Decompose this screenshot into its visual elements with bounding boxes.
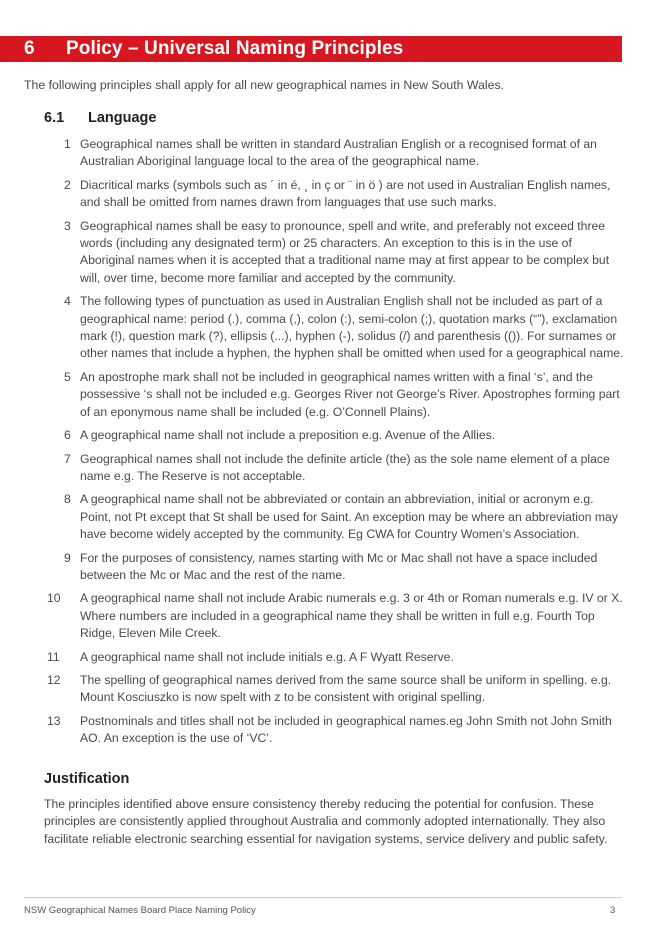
footer-title: NSW Geographical Names Board Place Naming Policy — [24, 905, 256, 916]
item-text: Postnominals and titles shall not be included in geographical names.eg John Smith not John Smith AO. An exception is the use of ‘VC’. — [80, 713, 612, 746]
item-number: 13 — [47, 713, 61, 728]
list-item — [44, 293, 624, 363]
section-banner — [0, 36, 622, 62]
item-number: 5 — [64, 369, 71, 384]
list-item — [44, 550, 624, 585]
list-item — [44, 713, 624, 748]
item-text: A geographical name shall not be abbreviated or contain an abbreviation, initial or acronym e.g. Point, not Pt except that St shall be used for Saint. An exception may be where an abbreviation may have become widely accepted by the community. Eg CWA for Country Women’s Association. — [80, 492, 618, 542]
item-text: Diacritical marks (symbols such as ´ in é, ¸ in ç or ¨ in ö ) are not used in Australian English names, and shall be omitted from names drawn from languages that use such marks. — [80, 177, 611, 210]
list-item — [44, 427, 624, 444]
list-item — [44, 136, 624, 171]
item-number: 11 — [47, 649, 60, 664]
item-number: 6 — [64, 428, 71, 443]
list-item — [44, 369, 624, 421]
item-number: 10 — [47, 591, 61, 606]
item-text: A geographical name shall not include initials e.g. A F Wyatt Reserve. — [80, 649, 454, 664]
list-item — [44, 218, 624, 288]
subsection-heading — [44, 110, 156, 126]
section-title: Policy – Universal Naming Principles — [66, 38, 404, 59]
item-number: 12 — [47, 672, 61, 687]
justification-paragraph: The principles identified above ensure consistency thereby reducing the potential for confusion. These principles are consistently applied throughout Australia and commonly adopted internationally. They also facilitate reliable electronic searching essential for navigation systems, service delivery and public safety. — [44, 797, 608, 846]
list-item — [44, 672, 624, 707]
footer-divider — [24, 897, 622, 898]
item-text: Geographical names shall be written in standard Australian English or a recognised format of an Australian Aboriginal language local to the area of the geographical name. — [80, 137, 597, 169]
item-text: For the purposes of consistency, names starting with Mc or Mac shall not have a space included between the Mc or Mac and the rest of the name. — [80, 550, 598, 582]
intro-paragraph: The following principles shall apply for all new geographical names in New South Wales. — [24, 78, 505, 92]
item-number: 2 — [64, 177, 71, 192]
item-text: The following types of punctuation as used in Australian English shall not be included as part of a geographical name: period (.), comma (,), colon (:), semi-colon (;), quotation marks (“”), exclamation mark (!), question mark (?), ellipsis (...), hyphen (-), solidus (/) and parenthesis (()). For surnames or other names that include a hyphen, the hyphen shall be omitted when used for a geographical name. — [80, 294, 624, 361]
item-number: 8 — [64, 492, 71, 507]
item-text: A geographical name shall not include a preposition e.g. Avenue of the Allies. — [80, 428, 496, 443]
item-text: A geographical name shall not include Arabic numerals e.g. 3 or 4th or Roman numerals e.g. IV or X. Where numbers are included in a geographical name they shall be written in full e.g. Fourth Top Ridge, Eleven Mile Creek. — [80, 591, 623, 641]
item-text: An apostrophe mark shall not be included in geographical names written with a final ‘s’, and the possessive ‘s shall not be included e.g. Georges River not George’s River. Apostrophes forming part of an eponymous name shall be included (e.g. O’Connell Plains). — [80, 369, 620, 419]
page-number: 3 — [610, 905, 616, 916]
list-item — [44, 649, 624, 666]
list-item — [44, 177, 624, 212]
item-number: 1 — [64, 137, 71, 151]
item-number: 7 — [64, 451, 71, 466]
item-number: 9 — [64, 550, 71, 565]
item-number: 3 — [64, 218, 71, 233]
list-item — [44, 590, 624, 642]
list-item — [44, 491, 624, 543]
list-item — [44, 451, 624, 486]
justification-heading: Justification — [44, 771, 130, 787]
principles-list — [44, 136, 624, 754]
item-text: Geographical names shall be easy to pronounce, spell and write, and preferably not exceed three words (including any designated term) or 25 characters. An exception to this is in the use of Aboriginal names when it is accepted that a traditional name may at first appear to be complex but will, over time, become more familiar and accepted by the community. — [80, 218, 610, 285]
item-text: Geographical names shall not include the definite article (the) as the sole name element of a place name e.g. The Reserve is not acceptable. — [80, 451, 610, 483]
section-number: 6 — [24, 38, 35, 59]
subsection-title: Language — [88, 110, 157, 126]
subsection-number: 6.1 — [44, 110, 65, 126]
item-number: 4 — [64, 294, 71, 309]
item-text: The spelling of geographical names derived from the same source shall be uniform in spelling. e.g. Mount Kosciuszko is now spelt with z to be consistent with original spelling. — [80, 672, 612, 705]
